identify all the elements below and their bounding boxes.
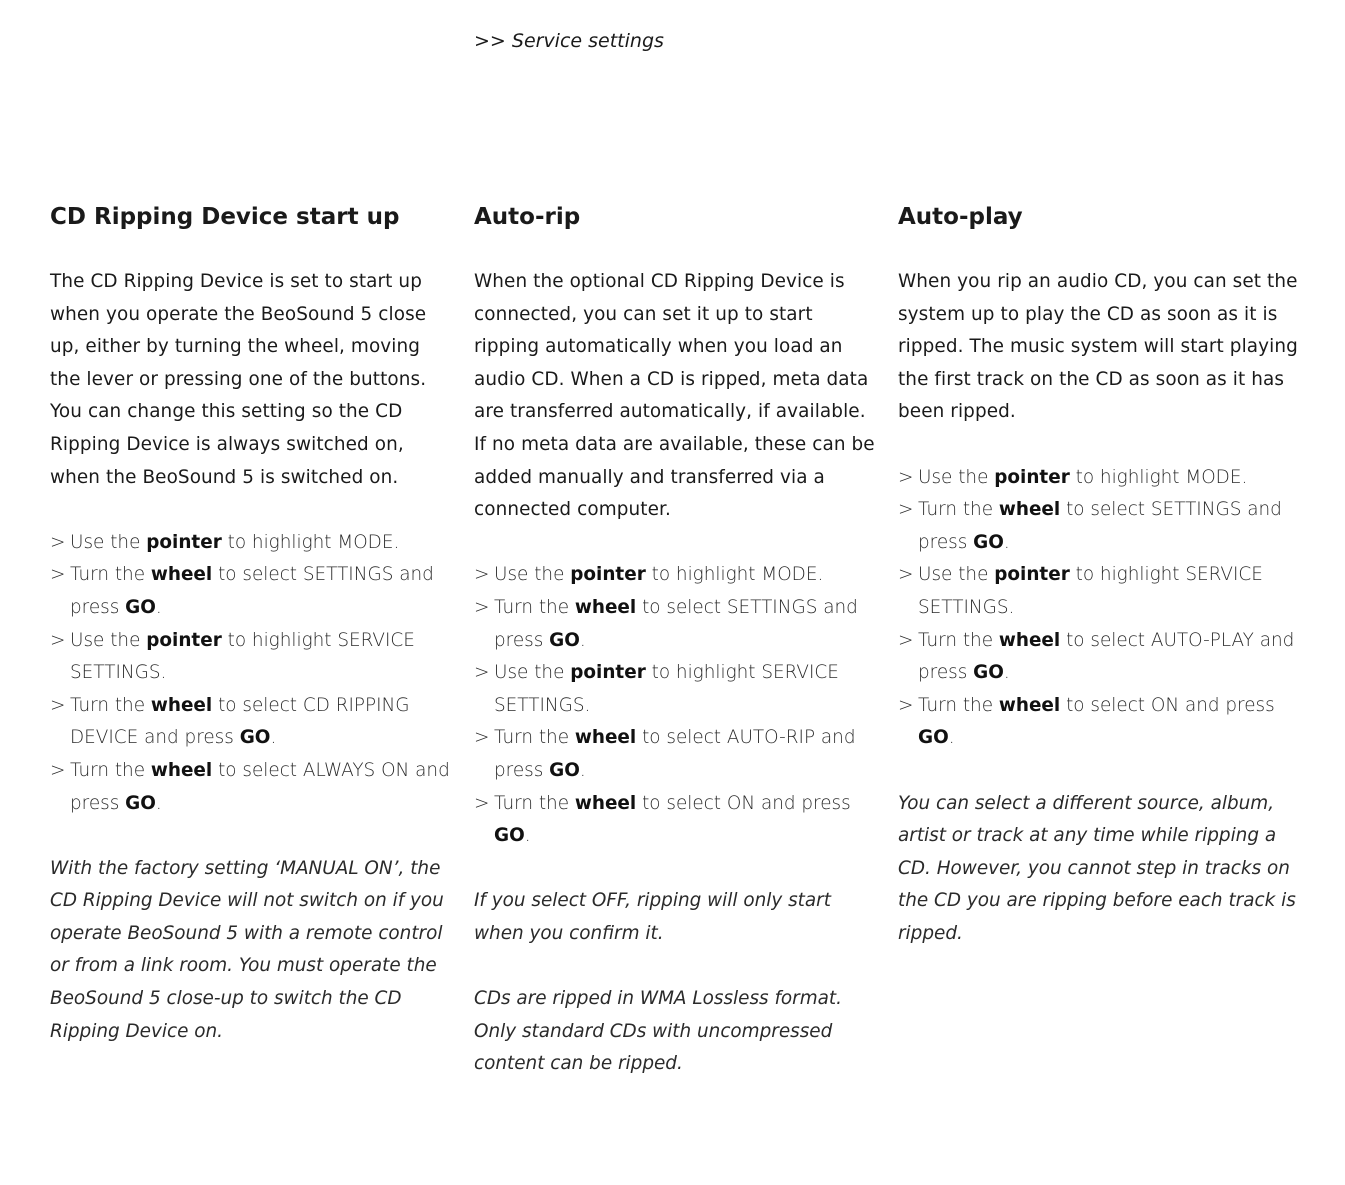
- step-text: to select CD RIPPING DEVICE and press: [70, 694, 410, 749]
- arrow-icon: >: [50, 694, 66, 716]
- step-item: [50, 559, 455, 624]
- section-intro: When you rip an audio CD, you can set the system up to play the CD as soon as it is ripped. The music system will start playing the first track on the CD as soon as it has been ripped.: [898, 271, 1298, 423]
- step-text: Use the: [918, 564, 995, 586]
- step-keyword: wheel: [150, 694, 213, 716]
- step-text: Turn the: [918, 499, 999, 521]
- arrow-icon: >: [50, 759, 66, 781]
- step-keyword: wheel: [574, 727, 637, 749]
- step-item: [898, 625, 1303, 690]
- step-item: [50, 690, 455, 755]
- step-text: .: [579, 629, 586, 651]
- step-text: .: [1003, 662, 1010, 684]
- step-keyword: GO: [125, 792, 156, 814]
- step-text: Turn the: [918, 694, 999, 716]
- step-text: Turn the: [70, 564, 151, 586]
- section-auto-play: [898, 200, 1303, 950]
- section-title: Auto-rip: [474, 204, 581, 230]
- step-list: [50, 527, 455, 820]
- step-text: to select SETTINGS and press: [494, 596, 858, 651]
- step-text: .: [579, 759, 586, 781]
- step-text: to select AUTO-RIP and press: [494, 727, 856, 781]
- section-note: If you select OFF, ripping will only start when you confirm it.: [474, 890, 831, 944]
- arrow-icon: >: [474, 727, 490, 749]
- section-note: With the factory setting ‘MANUAL ON’, the CD Ripping Device will not switch on if you operate BeoSound 5 with a remote control or from a link room. You must operate the BeoSound 5 close-up to switch the CD Ripping Device on.: [50, 857, 444, 1042]
- step-text: .: [1003, 531, 1010, 553]
- arrow-icon: >: [50, 564, 66, 586]
- step-text: to highlight MODE.: [221, 531, 400, 553]
- step-keyword: wheel: [998, 499, 1061, 521]
- section-intro: The CD Ripping Device is set to start up when you operate the BeoSound 5 close up, either by turning the wheel, moving the lever or pressing one of the buttons. You can change this setting so the CD Ripping Device is always switched on, when the BeoSound 5 is switched on.: [50, 271, 427, 488]
- step-text: to select SETTINGS and press: [70, 564, 434, 618]
- step-item: [474, 722, 879, 787]
- arrow-icon: >: [898, 564, 914, 586]
- step-text: to select AUTO-PLAY and press: [918, 629, 1295, 684]
- step-keyword: wheel: [998, 629, 1061, 651]
- step-item: [474, 592, 879, 657]
- section-note: You can select a different source, album, artist or track at any time while ripping a CD. However, you cannot step in tracks on the CD you are ripping before each track is ripped.: [898, 792, 1296, 944]
- step-item: [898, 462, 1303, 495]
- step-item: [50, 625, 455, 690]
- step-text: Use the: [918, 466, 995, 488]
- step-text: to select ON and press: [1060, 694, 1275, 716]
- step-item: [50, 755, 455, 820]
- section-title: Auto-play: [898, 204, 1023, 230]
- arrow-icon: >: [898, 499, 914, 521]
- step-text: .: [270, 727, 277, 749]
- step-text: .: [155, 596, 162, 618]
- step-text: to select ALWAYS ON and press: [70, 759, 450, 814]
- arrow-icon: >: [898, 466, 914, 488]
- arrow-icon: >: [474, 792, 490, 814]
- arrow-icon: >: [474, 564, 490, 586]
- step-keyword: wheel: [998, 694, 1061, 716]
- step-text: Use the: [70, 531, 147, 553]
- step-keyword: GO: [494, 825, 525, 847]
- arrow-icon: >: [898, 629, 914, 651]
- step-keyword: wheel: [574, 792, 637, 814]
- step-keyword: wheel: [574, 596, 637, 618]
- step-text: Use the: [494, 564, 571, 586]
- section-title: CD Ripping Device start up: [50, 204, 400, 230]
- step-text: to highlight SERVICE SETTINGS.: [918, 564, 1263, 618]
- step-keyword: pointer: [994, 564, 1070, 586]
- step-keyword: GO: [918, 727, 949, 749]
- step-text: to highlight SERVICE SETTINGS.: [70, 629, 415, 684]
- step-keyword: GO: [973, 531, 1004, 553]
- arrow-icon: >: [898, 694, 914, 716]
- section-intro: When the optional CD Ripping Device is connected, you can set it up to start ripping automatically when you load an audio CD. When a CD is ripped, meta data are transferred automatically, if available. If no meta data are available, these can be added manually and transferred via a connected computer.: [474, 271, 875, 521]
- step-text: to highlight MODE.: [645, 564, 824, 586]
- step-text: .: [524, 825, 531, 847]
- step-text: to select SETTINGS and press: [918, 499, 1282, 553]
- step-text: Use the: [70, 629, 147, 651]
- step-keyword: GO: [125, 596, 156, 618]
- step-keyword: GO: [973, 662, 1004, 684]
- step-keyword: pointer: [570, 662, 646, 684]
- step-text: Use the: [494, 662, 571, 684]
- step-keyword: wheel: [150, 564, 213, 586]
- step-text: Turn the: [494, 792, 575, 814]
- section-cd-ripping-device-start-up: [50, 200, 455, 1048]
- step-keyword: pointer: [994, 466, 1070, 488]
- step-item: [50, 527, 455, 560]
- arrow-icon: >: [50, 531, 66, 553]
- step-text: .: [948, 727, 955, 749]
- step-item: [898, 690, 1303, 755]
- step-text: to highlight MODE.: [1069, 466, 1248, 488]
- step-item: [898, 559, 1303, 624]
- step-keyword: GO: [549, 629, 580, 651]
- arrow-icon: >: [474, 662, 490, 684]
- step-text: Turn the: [494, 727, 575, 749]
- step-keyword: pointer: [146, 531, 222, 553]
- step-list: [474, 559, 879, 852]
- step-keyword: wheel: [150, 759, 213, 781]
- arrow-icon: >: [474, 596, 490, 618]
- step-item: [898, 494, 1303, 559]
- arrow-icon: >: [50, 629, 66, 651]
- step-text: .: [155, 792, 162, 814]
- step-keyword: pointer: [570, 564, 646, 586]
- step-keyword: pointer: [146, 629, 222, 651]
- step-text: Turn the: [918, 629, 999, 651]
- section-auto-rip: [474, 200, 879, 1081]
- step-keyword: GO: [239, 727, 271, 749]
- step-text: Turn the: [494, 596, 575, 618]
- step-item: [474, 657, 879, 722]
- step-text: to select ON and press: [636, 792, 851, 814]
- section-note: CDs are ripped in WMA Lossless format. Only standard CDs with uncompressed content can be ripped.: [474, 988, 842, 1075]
- step-text: Turn the: [70, 694, 151, 716]
- step-item: [474, 788, 879, 853]
- step-keyword: GO: [549, 759, 580, 781]
- step-list: [898, 462, 1303, 755]
- step-item: [474, 559, 879, 592]
- step-text: to highlight SERVICE SETTINGS.: [494, 662, 839, 716]
- step-text: Turn the: [70, 759, 151, 781]
- breadcrumb: >> Service settings: [474, 30, 664, 52]
